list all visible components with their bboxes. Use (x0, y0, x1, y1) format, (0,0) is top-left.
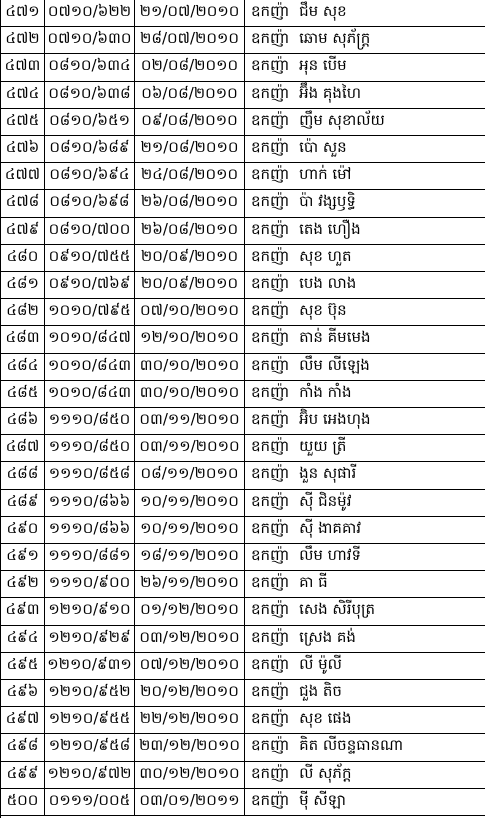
date-cell: ២៤/០៨/២០១០ (135, 163, 245, 189)
table-row (1, 598, 485, 625)
name-cell (245, 707, 485, 733)
honorific-title: ឧកញ៉ា (251, 274, 290, 293)
honorific-title: ឧកញ៉ា (251, 437, 290, 456)
record-code-cell: ០៨១០/៦៥១ (45, 109, 135, 135)
table-row (1, 354, 485, 381)
honorific-title: ឧកញ៉ា (251, 654, 290, 673)
person-name: សេង សិរីបុត្រ (299, 600, 375, 619)
record-code-cell: ១២១០/៩៥៨ (45, 734, 135, 760)
row-number-cell: ៤៩៥ (1, 653, 45, 679)
record-code-cell: ១១១០/៨៥០ (45, 435, 135, 461)
person-name: អ៊ឹង គុងហៃ (299, 83, 361, 102)
date-cell: ០៣/០១/២០១១ (135, 789, 245, 815)
record-code-cell: ១២១០/៩៥២ (45, 680, 135, 706)
record-code-cell: ១០១០/៧៩៥ (45, 299, 135, 325)
name-cell (245, 326, 485, 352)
date-cell: ០៧/១០/២០១០ (135, 299, 245, 325)
row-number-cell: ៤៩៨ (1, 734, 45, 760)
row-number-cell: ៤៩៧ (1, 707, 45, 733)
row-number-cell: ៤៩២ (1, 571, 45, 597)
table-row (1, 381, 485, 408)
name-cell (245, 490, 485, 516)
date-cell: ៣០/១០/២០១០ (135, 381, 245, 407)
record-code-cell: ០៨១០/៦៩៨ (45, 190, 135, 216)
name-cell (245, 598, 485, 624)
row-number-cell: ៤៧៤ (1, 82, 45, 108)
name-cell (245, 245, 485, 271)
name-cell (245, 680, 485, 706)
table-row (1, 544, 485, 571)
date-cell: ០៨/១១/២០១០ (135, 462, 245, 488)
row-number-cell: ៤៨៧ (1, 435, 45, 461)
table-row (1, 245, 485, 272)
date-cell: ១៨/១១/២០១០ (135, 544, 245, 570)
person-name: លឹម ហាវទី (299, 546, 361, 565)
name-cell (245, 54, 485, 80)
person-name: តេង ហឿង (299, 219, 361, 238)
row-number-cell: ៤៧៦ (1, 136, 45, 162)
table-row (1, 626, 485, 653)
honorific-title: ឧកញ៉ា (251, 138, 290, 157)
table-row (1, 136, 485, 163)
name-cell (245, 517, 485, 543)
person-name: ស្រេង គង់ (299, 627, 356, 646)
honorific-title: ឧកញ៉ា (251, 790, 290, 809)
record-code-cell: ១២១០/៩១០ (45, 598, 135, 624)
record-code-cell: ១០១០/៨៤៣ (45, 354, 135, 380)
record-code-cell: ១១១០/៨៦៦ (45, 517, 135, 543)
table-row (1, 734, 485, 761)
date-cell: ៣០/១២/២០១០ (135, 762, 245, 788)
row-number-cell: ៤៨៩ (1, 490, 45, 516)
row-number-cell: ៤៨១ (1, 272, 45, 298)
person-name: ម៉ី សីឡា (299, 790, 346, 809)
person-name: តាន់ គីមមេង (299, 328, 371, 347)
date-cell: ០៣/១១/២០១០ (135, 435, 245, 461)
record-code-cell: ០៧១០/៦៣០ (45, 27, 135, 53)
honorific-title: ឧកញ៉ា (251, 709, 290, 728)
honorific-title: ឧកញ៉ា (251, 83, 290, 102)
row-number-cell: ៤៩៤ (1, 626, 45, 652)
name-cell (245, 190, 485, 216)
record-code-cell: ១១១០/៨៦៦ (45, 490, 135, 516)
date-cell: ២០/១២/២០១០ (135, 680, 245, 706)
row-number-cell: ៤៩៣ (1, 598, 45, 624)
person-name: គិត លីចន្ទធានណា (299, 736, 404, 755)
row-number-cell: ៥០០ (1, 789, 45, 815)
record-code-cell: ១១១០/៨៥៨ (45, 462, 135, 488)
date-cell: ២៦/០៨/២០១០ (135, 218, 245, 244)
table-row (1, 707, 485, 734)
record-code-cell: ០៨១០/៦៣៨ (45, 82, 135, 108)
table-row (1, 218, 485, 245)
honorific-title: ឧកញ៉ា (251, 464, 290, 483)
date-cell: ២២/១២/២០១០ (135, 707, 245, 733)
honorific-title: ឧកញ៉ា (251, 2, 290, 21)
person-name: គា ធី (299, 573, 328, 592)
row-number-cell: ៤៧៧ (1, 163, 45, 189)
person-name: ប៉ោ សួន (299, 138, 347, 157)
name-cell (245, 163, 485, 189)
name-cell (245, 571, 485, 597)
name-cell (245, 435, 485, 461)
date-cell: ០៧/១២/២០១០ (135, 653, 245, 679)
honorific-title: ឧកញ៉ា (251, 546, 290, 565)
date-cell: ១០/១១/២០១០ (135, 517, 245, 543)
person-name: អុន បើម (299, 56, 347, 75)
name-cell (245, 734, 485, 760)
record-code-cell: ១០១០/៨៤៣ (45, 381, 135, 407)
row-number-cell: ៤៧២ (1, 27, 45, 53)
name-cell (245, 381, 485, 407)
person-name: លី ម៉ូលី (299, 654, 342, 673)
person-name: សុខ ហួត (299, 246, 352, 265)
person-name: លី សុភ័ក្ត (299, 763, 352, 782)
honorific-title: ឧកញ៉ា (251, 301, 290, 320)
name-cell (245, 299, 485, 325)
name-cell (245, 762, 485, 788)
honorific-title: ឧកញ៉ា (251, 627, 290, 646)
honorific-title: ឧកញ៉ា (251, 29, 290, 48)
name-cell (245, 27, 485, 53)
person-name: ស៊ី ងាគគាវ (299, 518, 361, 537)
row-number-cell: ៤៧៩ (1, 218, 45, 244)
row-number-cell: ៤៨៥ (1, 381, 45, 407)
record-code-cell: ១២១០/៩២៩ (45, 626, 135, 652)
record-code-cell: ០៩១០/៧៦៩ (45, 272, 135, 298)
honorific-title: ឧកញ៉ា (251, 355, 290, 374)
row-number-cell: ៤៩០ (1, 517, 45, 543)
record-code-cell: ១០១០/៨៤៧ (45, 326, 135, 352)
name-cell (245, 0, 485, 26)
table-row (1, 762, 485, 789)
name-cell (245, 789, 485, 815)
table-row (1, 272, 485, 299)
name-cell (245, 653, 485, 679)
record-code-cell: ០៨១០/៦៨៩ (45, 136, 135, 162)
table-row (1, 653, 485, 680)
date-cell: ០៦/០៨/២០១០ (135, 82, 245, 108)
person-name: សុខ ផេង (299, 709, 352, 728)
name-cell (245, 354, 485, 380)
row-number-cell: ៤៨២ (1, 299, 45, 325)
table-row (1, 571, 485, 598)
row-number-cell: ៤៧៥ (1, 109, 45, 135)
honorific-title: ឧកញ៉ា (251, 382, 290, 401)
honorific-title: ឧកញ៉ា (251, 328, 290, 347)
table-row (1, 27, 485, 54)
honorific-title: ឧកញ៉ា (251, 518, 290, 537)
row-number-cell: ៤៨៦ (1, 408, 45, 434)
name-cell (245, 272, 485, 298)
person-name: អ៊ិប អេងហុង (299, 410, 371, 429)
name-cell (245, 82, 485, 108)
table-row (1, 408, 485, 435)
name-cell (245, 626, 485, 652)
date-cell: ២១/០៨/២០១០ (135, 136, 245, 162)
date-cell: ២៦/១១/២០១០ (135, 571, 245, 597)
name-cell (245, 218, 485, 244)
record-code-cell: ១១១០/៨៥០ (45, 408, 135, 434)
table-row (1, 326, 485, 353)
date-cell: ២០/០៩/២០១០ (135, 245, 245, 271)
person-name: សុខ ប៊ុន (299, 301, 347, 320)
record-code-cell: ១២១០/៩៣១ (45, 653, 135, 679)
date-cell: ០២/០៨/២០១០ (135, 54, 245, 80)
table-row (1, 462, 485, 489)
honorific-title: ឧកញ៉ា (251, 682, 290, 701)
person-name: លឹម លីឡេង (299, 355, 370, 374)
row-number-cell: ៤៧១ (1, 0, 45, 26)
date-cell: ០៣/១១/២០១០ (135, 408, 245, 434)
table-row (1, 789, 485, 816)
table-row (1, 490, 485, 517)
person-name: ជឹម សុខ (299, 2, 347, 21)
person-name: ញឹម សុខាល័យ (299, 110, 385, 129)
row-number-cell: ៤៩១ (1, 544, 45, 570)
record-code-cell: ១១១០/៩០០ (45, 571, 135, 597)
record-code-cell: ០១១១/០០៥ (45, 789, 135, 815)
table-row (1, 109, 485, 136)
date-cell: ២៣/១២/២០១០ (135, 734, 245, 760)
person-name: ជួង តិច (299, 682, 342, 701)
record-code-cell: ០៩១០/៧៥៥ (45, 245, 135, 271)
row-number-cell: ៤៩៦ (1, 680, 45, 706)
row-number-cell: ៤៨០ (1, 245, 45, 271)
record-code-cell: ១១១០/៨៨១ (45, 544, 135, 570)
honorific-title: ឧកញ៉ា (251, 491, 290, 510)
person-name: យួយ ត្រី (299, 437, 347, 456)
honorific-title: ឧកញ៉ា (251, 246, 290, 265)
date-cell: ២១/០៧/២០១០ (135, 0, 245, 26)
date-cell: ០៩/០៨/២០១០ (135, 109, 245, 135)
name-cell (245, 408, 485, 434)
table-row (1, 54, 485, 81)
honorific-title: ឧកញ៉ា (251, 219, 290, 238)
name-cell (245, 109, 485, 135)
table-row (1, 0, 485, 27)
table-row (1, 163, 485, 190)
table-row (1, 190, 485, 217)
honorific-title: ឧកញ៉ា (251, 192, 290, 211)
person-name: កាំង កាំង (299, 382, 352, 401)
date-cell: ១០/១១/២០១០ (135, 490, 245, 516)
honorific-title: ឧកញ៉ា (251, 56, 290, 75)
honorific-title: ឧកញ៉ា (251, 165, 290, 184)
date-cell: ២៦/០៨/២០១០ (135, 190, 245, 216)
person-name: ងួន សុផារី (299, 464, 357, 483)
honorific-title: ឧកញ៉ា (251, 763, 290, 782)
honorific-title: ឧកញ៉ា (251, 573, 290, 592)
record-code-cell: ០៨១០/៧០០ (45, 218, 135, 244)
row-number-cell: ៤៨៤ (1, 354, 45, 380)
row-number-cell: ៤៧៨ (1, 190, 45, 216)
name-cell (245, 544, 485, 570)
person-name: ហាក់ ម៉ៅ (299, 165, 352, 184)
date-cell: ៣០/១០/២០១០ (135, 354, 245, 380)
person-name: ស៊ី ជិនម៉ូវ (299, 491, 352, 510)
record-code-cell: ១២១០/៩៥៥ (45, 707, 135, 733)
person-name: ឆោម សុភ័ក្ត្រ (299, 29, 371, 48)
date-cell: ១២/១០/២០១០ (135, 326, 245, 352)
date-cell: ២៨/០៧/២០១០ (135, 27, 245, 53)
record-code-cell: ០៧១០/៦២២ (45, 0, 135, 26)
row-number-cell: ៤៩៩ (1, 762, 45, 788)
name-cell (245, 462, 485, 488)
honorific-title: ឧកញ៉ា (251, 110, 290, 129)
row-number-cell: ៤៧៣ (1, 54, 45, 80)
date-cell: ២០/០៩/២០១០ (135, 272, 245, 298)
name-cell (245, 136, 485, 162)
row-number-cell: ៤៨៨ (1, 462, 45, 488)
honorific-title: ឧកញ៉ា (251, 600, 290, 619)
date-cell: ០៣/១២/២០១០ (135, 626, 245, 652)
record-code-cell: ១២១០/៩៧២ (45, 762, 135, 788)
person-name: ប៉ា វង្សឫទ្ធិ (299, 192, 356, 211)
record-code-cell: ០៨១០/៦៣៤ (45, 54, 135, 80)
person-name: បេង លាង (299, 274, 357, 293)
honorific-title: ឧកញ៉ា (251, 410, 290, 429)
record-code-cell: ០៨១០/៦៩៤ (45, 163, 135, 189)
row-number-cell: ៤៨៣ (1, 326, 45, 352)
table-row (1, 299, 485, 326)
table-row (1, 435, 485, 462)
honorific-title: ឧកញ៉ា (251, 736, 290, 755)
table-row (1, 82, 485, 109)
date-cell: ០១/១២/២០១០ (135, 598, 245, 624)
table-row (1, 680, 485, 707)
table-row (1, 517, 485, 544)
